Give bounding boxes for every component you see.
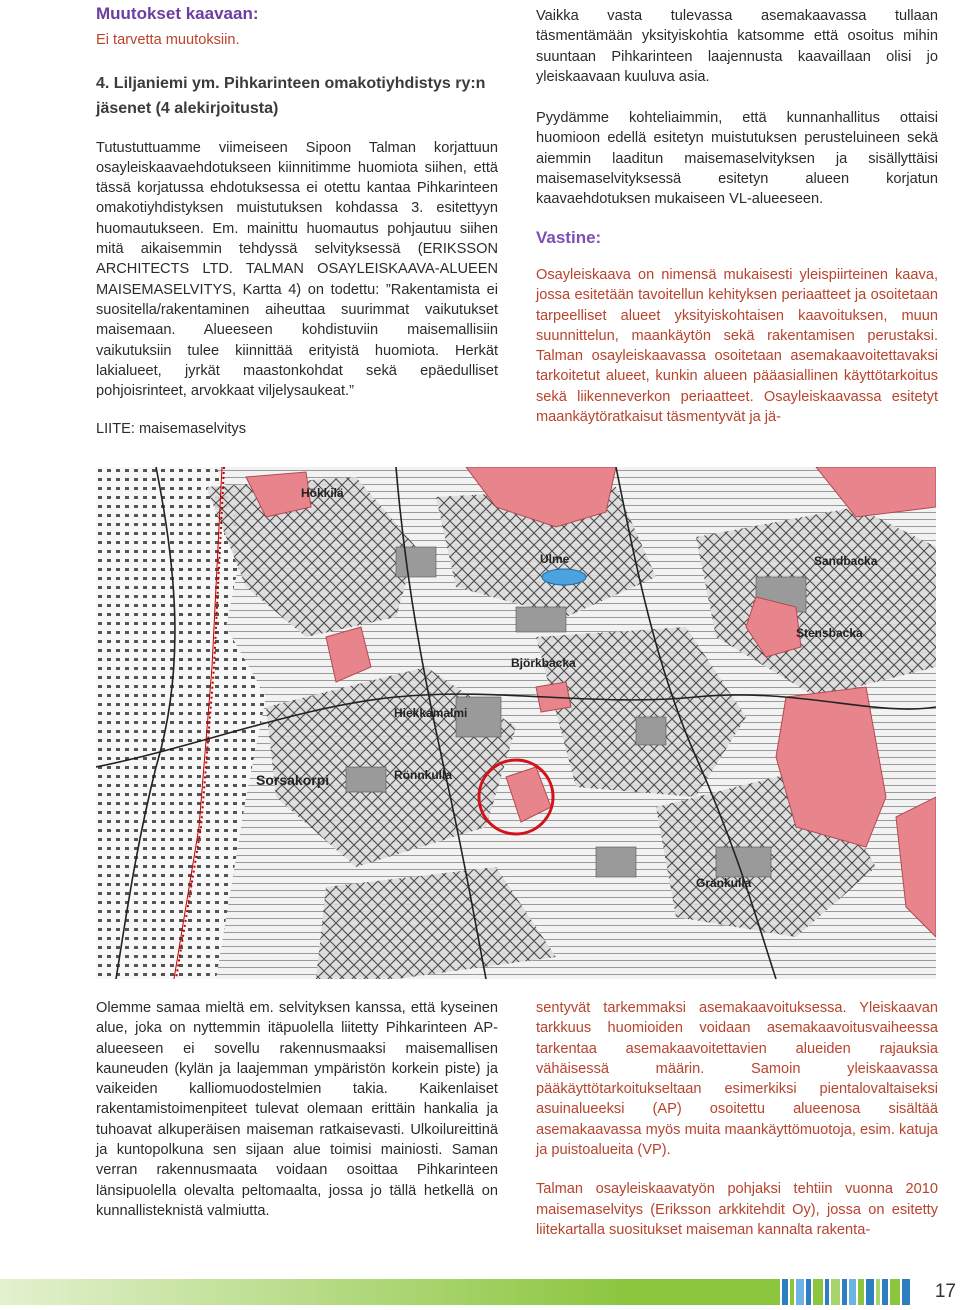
page-number: 17: [934, 1281, 956, 1302]
map-label-4: Björkbacka: [511, 656, 576, 670]
left-column-top: [96, 4, 498, 457]
vastine-heading: Vastine:: [536, 227, 602, 247]
right-para-2: Pyydämme kohteliaimmin, että kunnanhallitus ottaisi huomioon edellä esitetyn muistutuksen perusteluineen sekä aiemmin laaditun maisemaselvityksen ja sisällyttäisi maisemaselvityksessä esitetyn alueen korjatun kaavaehdotuksen mukaiseen VL-alueeseen.: [536, 110, 938, 208]
right-column-bottom: [536, 998, 938, 1257]
map-label-9: Stensbacka: [796, 626, 863, 640]
left-column-bottom: [96, 998, 498, 1238]
vastine-text: Osayleiskaava on nimensä mukaisesti yleispiirteinen kaava, jossa esitetään tavoitellun kehityksen periaatteet ja osoitetaan tarpeelliset alueet yksityiskohtaisen kaavoituksen, muun suunnittelun, maankäytön sekä rakentamisen perustaksi. Talman osayleiskaavassa osoitetaan asemakaavoitettavaksi tarkoitetut alueet, kunkin alueen pääasiallinen käyttötarkoitus sekä liikenneverkon periaatteet. Osayleiskaavassa esitetyt maankäytöratkaisut täsmentyvät ja jä-: [536, 266, 938, 426]
attachment-label: LIITE: maisemaselvitys: [96, 421, 247, 438]
map-label-1: Hökkilä: [301, 486, 344, 500]
landscape-map: [96, 467, 936, 979]
map-label-5: Hiekkamalmi: [394, 706, 468, 720]
right-bottom-para-1: sentyvät tarkemmaksi asemakaavoituksessa. Yleiskaavan tarkkuus huomioiden voidaan asemakaavoitusvaiheessa tarkentaa asemakaavoitettavien alueiden rajauksia vähäisessä määrin. Samoin yleiskaavassa pääkäyttötarkoitukseltaan esimerkiksi pientalovaltaiseksi asuinalueeksi (AP) osoitettu alueenosa sisältää asemakaavassa myös muita maankäyttömuotoja, esim. katuja ja puistoalueita (VP).: [536, 1000, 938, 1159]
right-para-1: Vaikka vasta tulevassa asemakaavassa tullaan täsmentämään yksityiskohtia katsomme että osoitus mihin suuntaan Pihkarinteen laajennusta kaavaillaan olisi jo yleiskaavaan kuuluva asia.: [536, 8, 938, 85]
map-label-8: Gränkulla: [696, 876, 752, 890]
section-body: Tutustuttuamme viimeiseen Sipoon Talman korjattuun osayleiskaavaehdotukseen kiinnitimme huomiota siihen, että tässä korjatussa ehdotuksessa ei otettu kantaa Pihkarinteen omakotiyhdistyksen muistutuksen kohdassa 3. esitettyyn huomautukseen. Em. mainittu huomautus pohjautuu siihen mitä aikaisemmin tehdyssä selvityksessä (ERIKSSON ARCHITECTS LTD. TALMAN OSAYLEISKAAVA-ALUEEN MAISEMASELVITYS, Kartta 4) on todettu: ”Rakentamista ei suositella/rakentaminen aiheuttaa suurimmat vaikutukset maisemaan. Alueeseen kohdistuviin maisemallisiin vaikutuksiin tulee kiinnittää erityistä huomiota. Herkät lakialueet, jyrkät maastonkohdat sekä epäedulliset pohjoisrinteet, arvokkaat viljelysaukeat.”: [96, 139, 498, 400]
footer-color-bar: [0, 1279, 960, 1305]
right-column-top: [536, 6, 938, 444]
section-title: 4. Liljaniemi ym. Pihkarinteen omakotiyhdistys ry:n jäsenet (4 alekirjoitusta): [96, 74, 486, 117]
map-label-3: Sandbacka: [814, 554, 878, 568]
left-bottom-text: Olemme samaa mieltä em. selvityksen kanssa, että kyseinen alue, joka on nyttemmin itäpuolella liitetty Pihkarinteen AP-alueeseen ei sovellu rakennusmaaksi maisemallisen kauneuden (kylän ja laajemman ympäristön korkein piste) ja vaikeiden kalliomuodostelmien takia. Kaikenlaiset rakentamistoimenpiteet tulevat olemaan erittäin hankalia ja tuhoavat alkuperäisen maiseman ratkaisevasti. Ulkoilureittinä ja kuntopolkuna sen sijaan alue toimisi mainiosti. Saman verran rakennusmaata voidaan osoittaa Pihkarinteen länsipuolella olevalta peltomaalta, jossa jo tällä hetkellä on kunnallisteknistä valmiutta.: [96, 1000, 498, 1219]
right-bottom-para-2: Talman osayleiskaavatyön pohjaksi tehtiin vuonna 2010 maisemaselvitys (Eriksson arkkitehdit Oy), jossa on esitetty liitekartalla suositukset maiseman kannalta rakenta-: [536, 1181, 938, 1238]
changes-heading: Muutokset kaavaan:: [96, 4, 259, 23]
map-graphic: [96, 467, 936, 979]
map-label-6: Sorsakorpi: [256, 772, 330, 788]
no-changes-text: Ei tarvetta muutoksiin.: [96, 32, 240, 49]
map-label-7: Rönnkulla: [394, 768, 453, 782]
map-label-2: Ulme: [540, 552, 570, 566]
footer-stripes: [0, 1279, 960, 1305]
